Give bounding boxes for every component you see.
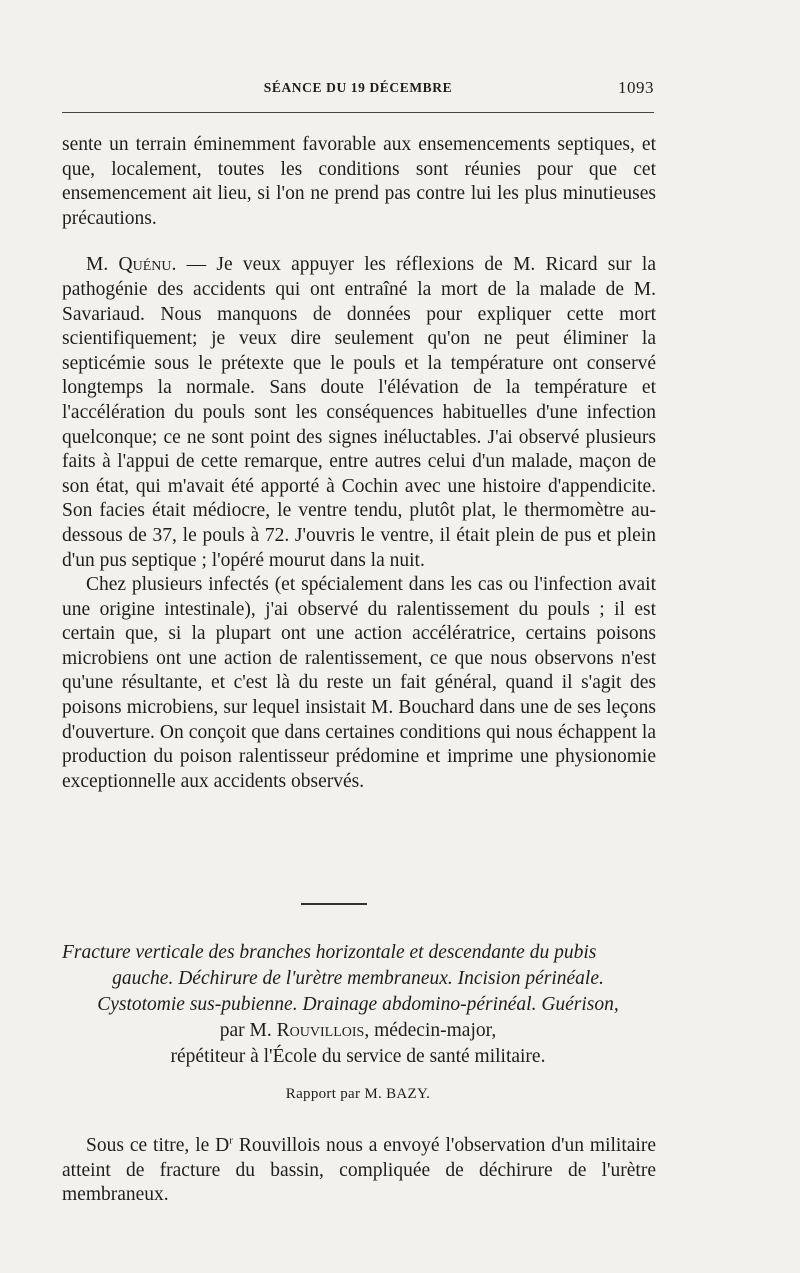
doctor-abbrev-sup: r: [229, 1134, 233, 1147]
paragraph-quenu-text: . — Je veux appuyer les réflexions de M. Ricard sur la pathogénie des accidents qui ont entraîné la mort de la malade de M. Savariaud. Nous manquons de données pour expliquer cette mort scientifiquement; je veux dire seulement qu'on ne peut éliminer la septicémie sous le prétexte que le pouls et la température ont conservé longtemps la normale. Sans doute l'élévation de la température et l'accélération du pouls sont les conséquences habituelles d'une infection quelconque; ce ne sont point des signes inéluctables. J'ai observé plusieurs faits à l'appui de cette remarque, entre autres celui d'un malade, maçon de son état, qui m'avait été apporté à Cochin avec une histoire d'appendicite. Son facies était médiocre, le ventre tendu, plutôt plat, le thermomètre au-dessous de 37, le pouls à 72. J'ouvris le ventre, il était plein de pus et plein d'un pus septique ; l'opéré mourut dans la nuit.: [62, 254, 656, 571]
page-number: 1093: [618, 78, 654, 97]
report-by: Rapport par M. BAZY.: [285, 1086, 431, 1102]
title-line-2: gauche. Déchirure de l'urètre membraneux. Incision périnéale.: [112, 968, 604, 989]
author-line: [62, 1018, 654, 1044]
by-prefix: par M.: [219, 1020, 277, 1041]
paragraph-quenu: [62, 253, 656, 573]
author-name: Rouvillois: [276, 1020, 365, 1041]
report-text: [62, 1134, 656, 1208]
affiliation-line: répétiteur à l'École du service de santé militaire.: [170, 1046, 546, 1067]
article-title: [62, 940, 654, 1070]
speaker-prefix: M.: [86, 254, 119, 276]
running-title: SÉANCE DU 19 DÉCEMBRE: [263, 80, 453, 95]
report-intro: [62, 1134, 656, 1208]
intro-text-start: Sous ce titre, le D: [86, 1135, 230, 1156]
paragraph-infected: Chez plusieurs infectés (et spécialement dans les cas ou l'infection avait une origine intestinale), j'ai observé du ralentissement du pouls ; il est certain que, si la plupart ont une action accélératrice, certains poisons microbiens ont une action de ralentissement, ce que nous observons n'est qu'une résultante, et c'est là du reste un fait général, quand il s'agit des poisons microbiens, sur lequel insistait M. Bouchard dans une de ses leçons d'ouverture. On conçoit que dans certaines conditions qui nous échappent la production du poison ralentisseur prédomine et imprime une physionomie exceptionnelle aux accidents observés.: [62, 574, 656, 792]
speaker-name: Quénu: [118, 254, 172, 276]
intro-text-end: Rouvillois nous a envoyé l'observation d'un militaire atteint de fracture du bassin, compliquée de déchirure de l'urètre membraneux.: [62, 1135, 656, 1206]
title-line-1: Fracture verticale des branches horizontale et descendante du pubis: [62, 942, 597, 963]
running-head: [62, 78, 654, 100]
paragraph-continuation: sente un terrain éminemment favorable aux ensemencements septiques, et que, localement, toutes les conditions sont réunies pour que cet ensemencement ait lieu, si l'on ne prend pas contre lui les plus minutieuses précautions.: [62, 134, 656, 229]
title-line-3: Cystotomie sus-pubienne. Drainage abdomino-périnéal. Guérison,: [97, 994, 619, 1015]
section-separator: [301, 903, 367, 905]
by-suffix: , médecin-major,: [364, 1020, 497, 1041]
header-rule: [62, 112, 654, 113]
discussion-text: [62, 133, 656, 794]
